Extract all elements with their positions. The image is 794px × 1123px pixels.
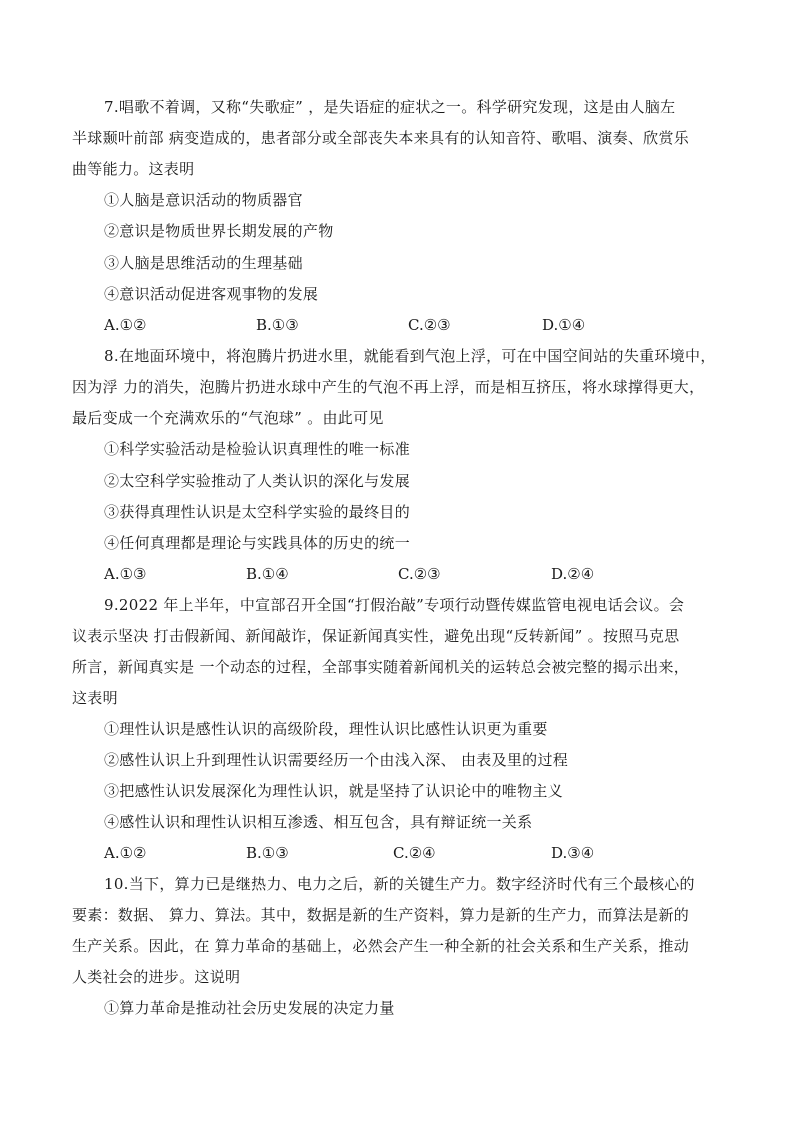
q10-line-1: 10.当下，算力已是继热力、电力之后，新的关键生产力。数字经济时代有三个最核心的	[104, 875, 695, 893]
q8-statement-3: ③获得真理性认识是太空科学实验的最终目的	[104, 503, 411, 521]
q7-line-1: 7.唱歌不着调，又称“失歌症” ，是失语症的症状之一。科学研究发现，这是由人脑左	[104, 98, 676, 116]
q9-statement-3: ③把感性认识发展深化为理性认识，就是坚持了认识论中的唯物主义	[104, 782, 564, 800]
q8-line-1: 8.在地面环境中，将泡腾片扔进水里，就能看到气泡上浮，可在中国空间站的失重环境中，	[104, 347, 716, 365]
q7-statement-3: ③人脑是思维活动的生理基础	[104, 254, 303, 272]
q7-line-2: 半球颞叶前部 病变造成的，患者部分或全部丧失本来具有的认知音符、歌唱、演奏、欣赏乐	[72, 129, 690, 147]
q10-line-4: 人类社会的进步。这说明	[72, 968, 241, 986]
q7-statement-4: ④意识活动促进客观事物的发展	[104, 285, 319, 303]
q8-line-3: 最后变成一个充满欢乐的“气泡球” 。由此可见	[72, 409, 384, 427]
q9-choice-a: A.①②	[104, 844, 147, 862]
q8-line-2: 因为浮 力的消失，泡腾片扔进水球中产生的气泡不再上浮，而是相互挤压，将水球撑得更大，	[72, 378, 705, 396]
q9-statement-1: ①理性认识是感性认识的高级阶段，理性认识比感性认识更为重要	[104, 720, 548, 738]
q8-choice-d: D.②④	[551, 565, 595, 583]
q8-statement-4: ④任何真理都是理论与实践具体的历史的统一	[104, 534, 411, 552]
q7-choice-d: D.①④	[542, 316, 586, 334]
q7-choice-a: A.①②	[104, 316, 147, 334]
q8-choice-b: B.①④	[246, 565, 289, 583]
q7-choice-b: B.①③	[256, 316, 299, 334]
q7-statement-2: ②意识是物质世界长期发展的产物	[104, 222, 334, 240]
q9-statement-4: ④感性认识和理性认识相互渗透、相互包含，具有辩证统一关系	[104, 813, 533, 831]
q7-choice-c: C.②③	[408, 316, 451, 334]
q9-line-4: 这表明	[72, 689, 118, 707]
q7-line-3: 曲等能力。这表明	[72, 160, 195, 178]
q7-statement-1: ①人脑是意识活动的物质器官	[104, 191, 303, 209]
q8-statement-1: ①科学实验活动是检验认识真理性的唯一标准	[104, 440, 411, 458]
q9-choice-c: C.②④	[393, 844, 436, 862]
q9-line-1: 9.2022 年上半年，中宣部召开全国“打假治敲”专项行动暨传媒监管电视电话会议。会	[104, 596, 685, 614]
q9-line-2: 议表示坚决 打击假新闻、新闻敲诈，保证新闻真实性，避免出现“反转新闻” 。按照马克思	[72, 627, 680, 645]
q8-choice-c: C.②③	[398, 565, 441, 583]
q8-statement-2: ②太空科学实验推动了人类认识的深化与发展	[104, 472, 411, 490]
q10-line-2: 要素：数据、 算力、算法。其中，数据是新的生产资料，算力是新的生产力，而算法是新的	[72, 906, 690, 924]
q10-statement-1: ①算力革命是推动社会历史发展的决定力量	[104, 999, 395, 1017]
q7-choices	[104, 315, 704, 335]
q10-line-3: 生产关系。因此，在 算力革命的基础上，必然会产生一种全新的社会关系和生产关系，推动	[72, 937, 690, 955]
q8-choice-a: A.①③	[104, 565, 147, 583]
q9-choices	[104, 843, 704, 863]
q9-line-3: 所言，新闻真实是 一个动态的过程，全部事实随着新闻机关的运转总会被完整的揭示出来，	[72, 658, 690, 676]
q9-choice-b: B.①③	[246, 844, 289, 862]
q8-choices	[104, 564, 704, 584]
q9-statement-2: ②感性认识上升到理性认识需要经历一个由浅入深、 由表及里的过程	[104, 751, 569, 769]
q9-choice-d: D.③④	[551, 844, 595, 862]
